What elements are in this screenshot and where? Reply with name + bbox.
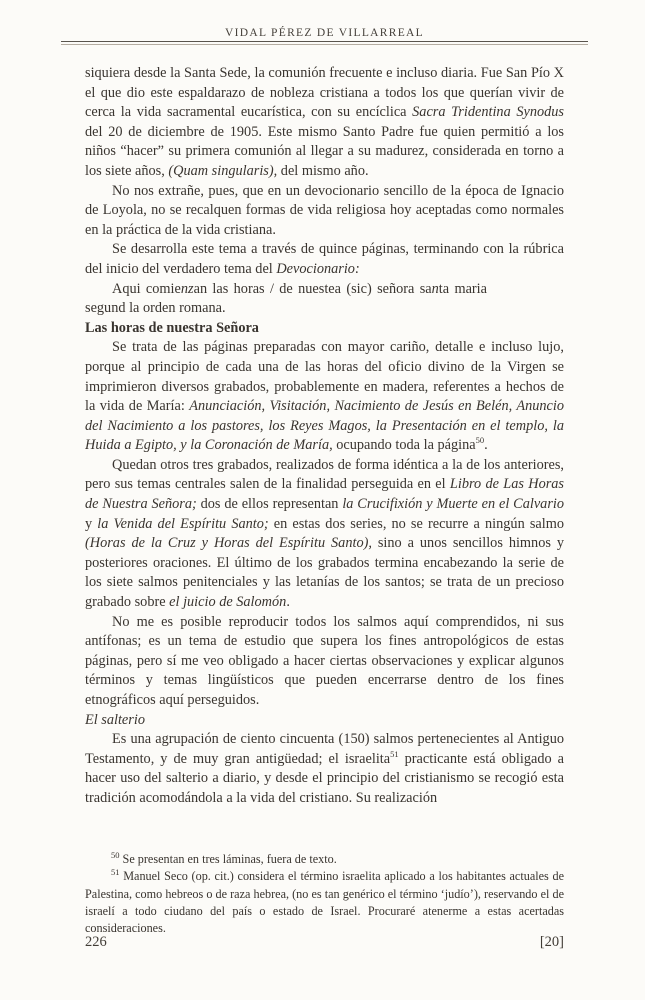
page-number: 226 (85, 934, 107, 950)
block-quote (85, 280, 487, 319)
text-run: . (286, 594, 290, 611)
bracket-number: [20] (539, 934, 564, 950)
text-run: del mismo año. (277, 162, 369, 179)
text-run: dos de ellos representan (196, 496, 343, 513)
text-run: (Horas de la Cruz y Horas del Espíritu Santo), (85, 535, 372, 552)
text-run: del 20 de diciembre de 1905. Este mismo Santo Padre fue quien permitió a los niños “hacer” su primera comunión al llegar a su madurez, considerada en torno a los siete años, (85, 123, 564, 179)
footnote-marker: 50 (111, 849, 120, 860)
text-run: Se desarrolla este tema a través de quince páginas, terminando con la rúbrica del inicio del verdadero tema del (85, 241, 564, 277)
text-run: el juicio de Salomón (169, 594, 287, 611)
paragraph (85, 456, 564, 613)
paragraph (85, 730, 564, 808)
text-run: Manuel Seco (op. cit.) considera el término israelita aplicado a los habitantes actuales de Palestina, como hebreos o de raza hebrea, (no es tan genérico el término ‘judío’), reservando el de israelí a todo ciudano del país o estado de Israel. Procuraré atenerme a estas acertadas consideraciones. (85, 869, 564, 936)
section-heading (85, 319, 564, 339)
text-run: y (85, 515, 98, 532)
text-run: Devocionario: (276, 260, 360, 277)
text-run: Las horas de nuestra Señora (85, 319, 259, 336)
subsection-heading (85, 711, 564, 731)
text-run: Es una agrupación de ciento cincuenta (150) salmos pertenecientes al Antiguo Testamento, y de muy gran antigüedad; el israelita (85, 731, 564, 767)
footnote-marker: 51 (111, 867, 120, 878)
running-header-title: VIDAL PÉREZ DE VILLARREAL (225, 27, 424, 39)
paragraph (85, 182, 564, 241)
running-header (61, 27, 588, 45)
paragraph (85, 613, 564, 711)
body-text (85, 64, 564, 850)
text-run: Quedan otros tres grabados, realizados de forma idéntica a la de los anteriores, pero sus temas centrales salen de la finalidad perseguida en el (85, 456, 564, 493)
text-run: (Quam singularis), (168, 162, 278, 179)
text-run: ocupando toda la página (332, 437, 476, 454)
text-run: siquiera desde la Santa Sede, la comunión frecuente e incluso diaria. Fue San Pío X el que dio este espaldarazo de nobleza cristiana a todos los que querían vivir de cerca la vida sacramental eucarística, con su encíclica (85, 65, 564, 121)
text-run: Aqui comie (112, 280, 181, 297)
text-run: Sacra Tridentina Synodus (412, 104, 564, 121)
header-rule (61, 41, 588, 42)
paragraph (85, 240, 564, 279)
text-run: El salterio (85, 711, 145, 728)
text-run: Anunciación, Visitación, Nacimiento de Jesús en Belén, Anuncio del Nacimiento a los pastores, los Reyes Magos, la Presentación en el templo, la Huida a Egipto, y la Coronación de María, (85, 398, 564, 454)
text-run: . (484, 437, 488, 454)
footnotes (85, 851, 564, 937)
text-run: an las horas / de nuestea (sic) señora sa (193, 280, 432, 297)
text-run: sino a unos sencillos himnos y posteriores oraciones. El último de los grabados termina encabezando la serie de los siete salmos penitenciales y las letanías de los santos; se trata de un precioso grabado sobre (85, 535, 564, 611)
footnote-reference: 51 (390, 749, 399, 760)
text-run: la Venida del Espíritu Santo; (97, 515, 269, 532)
paragraph (85, 338, 564, 456)
text-run: Se presentan en tres láminas, fuera de texto. (119, 852, 337, 866)
text-run: practicante está obligado a hacer uso del salterio a diario, y desde el principio del cristianismo se recogió esta tradición acomodándola a la vida del cristiano. Su realización (85, 750, 564, 806)
text-run: No nos extrañe, pues, que en un devocionario sencillo de la época de Ignacio de Loyola, no se recalquen formas de vida religiosa hoy aceptadas como normales en la práctica de la vida cristiana. (85, 182, 564, 238)
footnote (85, 851, 564, 868)
text-run: en estas dos series, no se recurre a ningún salmo (268, 515, 564, 532)
text-run: nz (180, 280, 194, 297)
header-rule-secondary (61, 44, 588, 45)
text-run: la Crucifixión y Muerte en el Calvario (342, 496, 564, 513)
footnote-reference: 50 (475, 435, 485, 446)
paragraph-continuation (85, 64, 564, 182)
page-footer (85, 934, 564, 951)
footnote (85, 868, 564, 937)
text-run: No me es posible reproducir todos los salmos aquí comprendidos, ni sus antífonas; es un tema de estudio que supera los fines antropológicos de estas páginas, pero sí me veo obligado a hacer ciertas observaciones y explicar algunos términos y temas lingüísticos que pueden encerrarse dentro de los fines etnográficos aquí perseguidos. (85, 613, 564, 708)
text-run: Se trata de las páginas preparadas con mayor cariño, detalle e incluso lujo, porque al principio de cada una de las horas del oficio divino de la Virgen se imprimieron diversos grabados, probablemente en madera, referentes a hechos de la vida de María: (85, 339, 564, 415)
text-run: n (431, 280, 439, 297)
text-run: Libro de Las Horas de Nuestra Señora; (85, 476, 564, 513)
text-run: ta maria segund la orden romana. (85, 280, 488, 317)
